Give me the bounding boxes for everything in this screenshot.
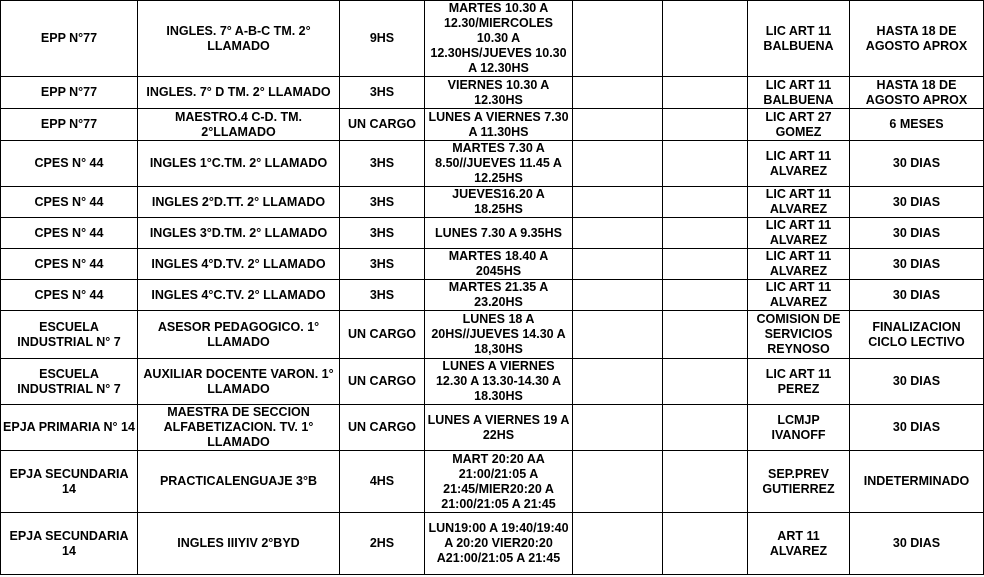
- table-row: [1, 141, 984, 187]
- cell-text: VIERNES 10.30 A 12.30HS: [447, 77, 550, 107]
- cell-text: 30 DIAS: [892, 287, 941, 302]
- table-row: [1, 77, 984, 109]
- cell-blank-b: [663, 249, 748, 280]
- cell-blank-a: [573, 1, 663, 77]
- cell-subject: [138, 141, 340, 187]
- cell-text: 3HS: [369, 85, 395, 99]
- cell-schedule: [425, 218, 573, 249]
- cell-text: LIC ART 11 PEREZ: [765, 366, 832, 396]
- cell-text: INGLES 1°C.TM. 2° LLAMADO: [149, 156, 328, 170]
- cell-schedule: [425, 187, 573, 218]
- cell-text: 3HS: [369, 256, 395, 271]
- cell-hours: [340, 77, 425, 109]
- cell-reason: [748, 513, 850, 575]
- cell-subject: [138, 359, 340, 405]
- cell-reason: [748, 451, 850, 513]
- cell-text: LUNES A VIERNES 19 A 22HS: [427, 412, 570, 442]
- cell-text: HASTA 18 DE AGOSTO APROX: [865, 77, 968, 107]
- cell-blank-a: [573, 141, 663, 187]
- cell-schedule: [425, 405, 573, 451]
- cell-school: [1, 187, 138, 218]
- cell-text: LUNES A VIERNES 7.30 A 11.30HS: [428, 109, 569, 139]
- cell-blank-a: [573, 311, 663, 359]
- cell-text: 30 DIAS: [892, 374, 941, 388]
- cell-text: 30 DIAS: [892, 420, 941, 434]
- cell-text: LIC ART 11 ALVAREZ: [765, 148, 832, 178]
- cell-schedule: [425, 1, 573, 77]
- cell-text: HASTA 18 DE AGOSTO APROX: [865, 23, 968, 53]
- cell-subject: [138, 451, 340, 513]
- cell-reason: [748, 359, 850, 405]
- cell-reason: [748, 311, 850, 359]
- cell-reason: [748, 218, 850, 249]
- cell-text: LIC ART 11 ALVAREZ: [765, 218, 832, 247]
- cell-school: [1, 77, 138, 109]
- cell-hours: [340, 141, 425, 187]
- cell-text: LUNES A VIERNES 12.30 A 13.30-14.30 A 18.30HS: [435, 359, 562, 403]
- cell-text: INGLES 4°C.TV. 2° LLAMADO: [151, 287, 326, 302]
- cell-reason: [748, 77, 850, 109]
- table-body: [1, 1, 984, 575]
- cell-text: 3HS: [369, 287, 395, 302]
- cell-hours: [340, 513, 425, 575]
- cell-blank-a: [573, 187, 663, 218]
- cell-blank-b: [663, 77, 748, 109]
- cell-text: FINALIZACION CICLO LECTIVO: [868, 319, 965, 349]
- cell-duration: [850, 359, 984, 405]
- cell-school: [1, 405, 138, 451]
- cell-blank-a: [573, 280, 663, 311]
- cell-text: CPES N° 44: [34, 194, 104, 209]
- cell-text: UN CARGO: [347, 374, 417, 388]
- cell-text: 9HS: [369, 31, 395, 45]
- cell-hours: [340, 249, 425, 280]
- cell-blank-b: [663, 451, 748, 513]
- cell-duration: [850, 249, 984, 280]
- cell-schedule: [425, 249, 573, 280]
- cell-text: CPES N° 44: [34, 225, 104, 240]
- cell-text: MART 20:20 AA 21:00/21:05 A 21:45/MIER20:20 A 21:00/21:05 A 21:45: [441, 451, 556, 511]
- cell-text: LUN19:00 A 19:40/19:40 A 20:20 VIER20:20 A21:00/21:05 A 21:45: [428, 521, 569, 565]
- cell-text: INGLES. 7° D TM. 2° LLAMADO: [146, 85, 331, 99]
- table-row: [1, 359, 984, 405]
- cell-text: LUNES 7.30 A 9.35HS: [435, 225, 562, 240]
- cell-duration: [850, 280, 984, 311]
- cell-blank-b: [663, 311, 748, 359]
- cell-blank-b: [663, 109, 748, 141]
- cell-subject: [138, 1, 340, 77]
- cell-text: ART 11 ALVAREZ: [769, 528, 828, 558]
- cell-hours: [340, 359, 425, 405]
- cell-text: CPES N° 44: [34, 156, 104, 170]
- cell-hours: [340, 311, 425, 359]
- cell-text: MARTES 18.40 A 2045HS: [448, 249, 549, 278]
- cell-subject: [138, 513, 340, 575]
- cell-text: LIC ART 11 ALVAREZ: [765, 187, 832, 216]
- cell-text: AUXILIAR DOCENTE VARON. 1° LLAMADO: [143, 366, 334, 396]
- cell-text: INGLES 3°D.TM. 2° LLAMADO: [149, 225, 328, 240]
- cell-schedule: [425, 451, 573, 513]
- cell-blank-a: [573, 405, 663, 451]
- cell-blank-a: [573, 359, 663, 405]
- cell-hours: [340, 405, 425, 451]
- cell-text: LIC ART 11 BALBUENA: [763, 77, 834, 107]
- cell-text: 3HS: [369, 194, 395, 209]
- cell-blank-a: [573, 109, 663, 141]
- cell-duration: [850, 218, 984, 249]
- cell-schedule: [425, 280, 573, 311]
- cell-schedule: [425, 359, 573, 405]
- cell-text: COMISION DE SERVICIOS REYNOSO: [756, 312, 841, 356]
- cell-text: 30 DIAS: [892, 536, 941, 550]
- cell-text: ESCUELA INDUSTRIAL N° 7: [17, 319, 121, 349]
- cell-text: JUEVES16.20 A 18.25HS: [452, 187, 545, 216]
- cell-hours: [340, 451, 425, 513]
- cell-text: INGLES. 7° A-B-C TM. 2° LLAMADO: [166, 23, 311, 53]
- cell-blank-a: [573, 451, 663, 513]
- cell-subject: [138, 218, 340, 249]
- cell-reason: [748, 280, 850, 311]
- cell-blank-b: [663, 141, 748, 187]
- cell-text: LIC ART 27 GOMEZ: [765, 109, 832, 139]
- cell-duration: [850, 109, 984, 141]
- cell-blank-b: [663, 280, 748, 311]
- cell-text: UN CARGO: [347, 327, 417, 341]
- cell-duration: [850, 311, 984, 359]
- cell-reason: [748, 1, 850, 77]
- cell-hours: [340, 218, 425, 249]
- cell-text: EPP N°77: [40, 31, 98, 45]
- cell-schedule: [425, 311, 573, 359]
- cell-reason: [748, 141, 850, 187]
- cell-school: [1, 280, 138, 311]
- cell-blank-b: [663, 359, 748, 405]
- cell-schedule: [425, 109, 573, 141]
- cell-text: MARTES 7.30 A 8.50//JUEVES 11.45 A 12.25HS: [435, 141, 562, 185]
- cell-schedule: [425, 141, 573, 187]
- table-row: [1, 187, 984, 218]
- cell-school: [1, 359, 138, 405]
- cell-blank-a: [573, 249, 663, 280]
- cell-subject: [138, 249, 340, 280]
- cell-text: LCMJP IVANOFF: [771, 412, 826, 442]
- cell-duration: [850, 405, 984, 451]
- cell-text: UN CARGO: [347, 117, 417, 131]
- cell-blank-a: [573, 77, 663, 109]
- table-row: [1, 280, 984, 311]
- cell-text: MARTES 21.35 A 23.20HS: [448, 280, 549, 309]
- table-row: [1, 451, 984, 513]
- cell-hours: [340, 109, 425, 141]
- cell-hours: [340, 280, 425, 311]
- table-row: [1, 249, 984, 280]
- cell-hours: [340, 1, 425, 77]
- cell-subject: [138, 405, 340, 451]
- cell-blank-b: [663, 513, 748, 575]
- cell-text: 4HS: [369, 474, 395, 488]
- cell-school: [1, 109, 138, 141]
- cell-duration: [850, 141, 984, 187]
- cell-text: INGLES 4°D.TV. 2° LLAMADO: [151, 256, 326, 271]
- cell-text: 30 DIAS: [892, 194, 941, 209]
- cell-blank-b: [663, 218, 748, 249]
- table-row: [1, 311, 984, 359]
- cell-text: CPES N° 44: [34, 287, 104, 302]
- cell-text: INDETERMINADO: [863, 474, 970, 488]
- table-row: [1, 218, 984, 249]
- cell-subject: [138, 311, 340, 359]
- cell-text: 30 DIAS: [892, 256, 941, 271]
- cell-reason: [748, 109, 850, 141]
- table-row: [1, 109, 984, 141]
- cell-text: EPJA PRIMARIA N° 14: [3, 420, 135, 434]
- cell-blank-a: [573, 513, 663, 575]
- cell-school: [1, 513, 138, 575]
- cell-text: EPP N°77: [40, 85, 98, 99]
- cell-hours: [340, 187, 425, 218]
- cell-text: EPP N°77: [40, 117, 98, 131]
- cell-school: [1, 1, 138, 77]
- cell-text: ASESOR PEDAGOGICO. 1° LLAMADO: [157, 319, 320, 349]
- cell-duration: [850, 1, 984, 77]
- cell-duration: [850, 77, 984, 109]
- cell-duration: [850, 451, 984, 513]
- cell-text: INGLES 2°D.TT. 2° LLAMADO: [151, 194, 326, 209]
- cell-text: 30 DIAS: [892, 225, 941, 240]
- cell-blank-a: [573, 218, 663, 249]
- table-row: [1, 513, 984, 575]
- table-row: [1, 405, 984, 451]
- cell-reason: [748, 187, 850, 218]
- cell-subject: [138, 109, 340, 141]
- cell-text: 6 MESES: [889, 117, 944, 131]
- cell-text: PRACTICALENGUAJE 3°B: [159, 474, 318, 488]
- cell-school: [1, 311, 138, 359]
- cell-reason: [748, 249, 850, 280]
- cell-text: MARTES 10.30 A 12.30/MIERCOLES 10.30 A 12.30HS/JUEVES 10.30 A 12.30HS: [430, 1, 567, 75]
- cell-text: 3HS: [369, 156, 395, 170]
- cell-text: LIC ART 11 ALVAREZ: [765, 249, 832, 278]
- cell-school: [1, 451, 138, 513]
- cell-text: MAESTRA DE SECCION ALFABETIZACION. TV. 1° LLAMADO: [163, 405, 314, 449]
- cell-blank-b: [663, 187, 748, 218]
- cell-text: SEP.PREV GUTIERREZ: [762, 466, 835, 496]
- cell-school: [1, 249, 138, 280]
- cell-school: [1, 218, 138, 249]
- cell-text: EPJA SECUNDARIA 14: [9, 466, 129, 496]
- cell-duration: [850, 187, 984, 218]
- cell-duration: [850, 513, 984, 575]
- cell-text: 2HS: [369, 536, 395, 550]
- cell-subject: [138, 187, 340, 218]
- cell-blank-b: [663, 405, 748, 451]
- cell-text: LUNES 18 A 20HS//JUEVES 14.30 A 18,30HS: [431, 312, 566, 356]
- cell-subject: [138, 280, 340, 311]
- cell-text: INGLES IIIYIV 2°BYD: [177, 536, 300, 550]
- cell-blank-b: [663, 1, 748, 77]
- cell-text: 30 DIAS: [892, 156, 941, 170]
- cell-text: MAESTRO.4 C-D. TM. 2°LLAMADO: [174, 109, 303, 139]
- cell-schedule: [425, 77, 573, 109]
- cell-text: CPES N° 44: [34, 256, 104, 271]
- cell-text: ESCUELA INDUSTRIAL N° 7: [17, 366, 121, 396]
- cell-text: 3HS: [369, 225, 395, 240]
- cell-school: [1, 141, 138, 187]
- cell-text: UN CARGO: [347, 420, 417, 434]
- table-row: [1, 1, 984, 77]
- cell-text: LIC ART 11 BALBUENA: [763, 23, 834, 53]
- cell-reason: [748, 405, 850, 451]
- cell-text: EPJA SECUNDARIA 14: [9, 528, 129, 558]
- cell-text: LIC ART 11 ALVAREZ: [765, 280, 832, 309]
- cell-schedule: [425, 513, 573, 575]
- cell-subject: [138, 77, 340, 109]
